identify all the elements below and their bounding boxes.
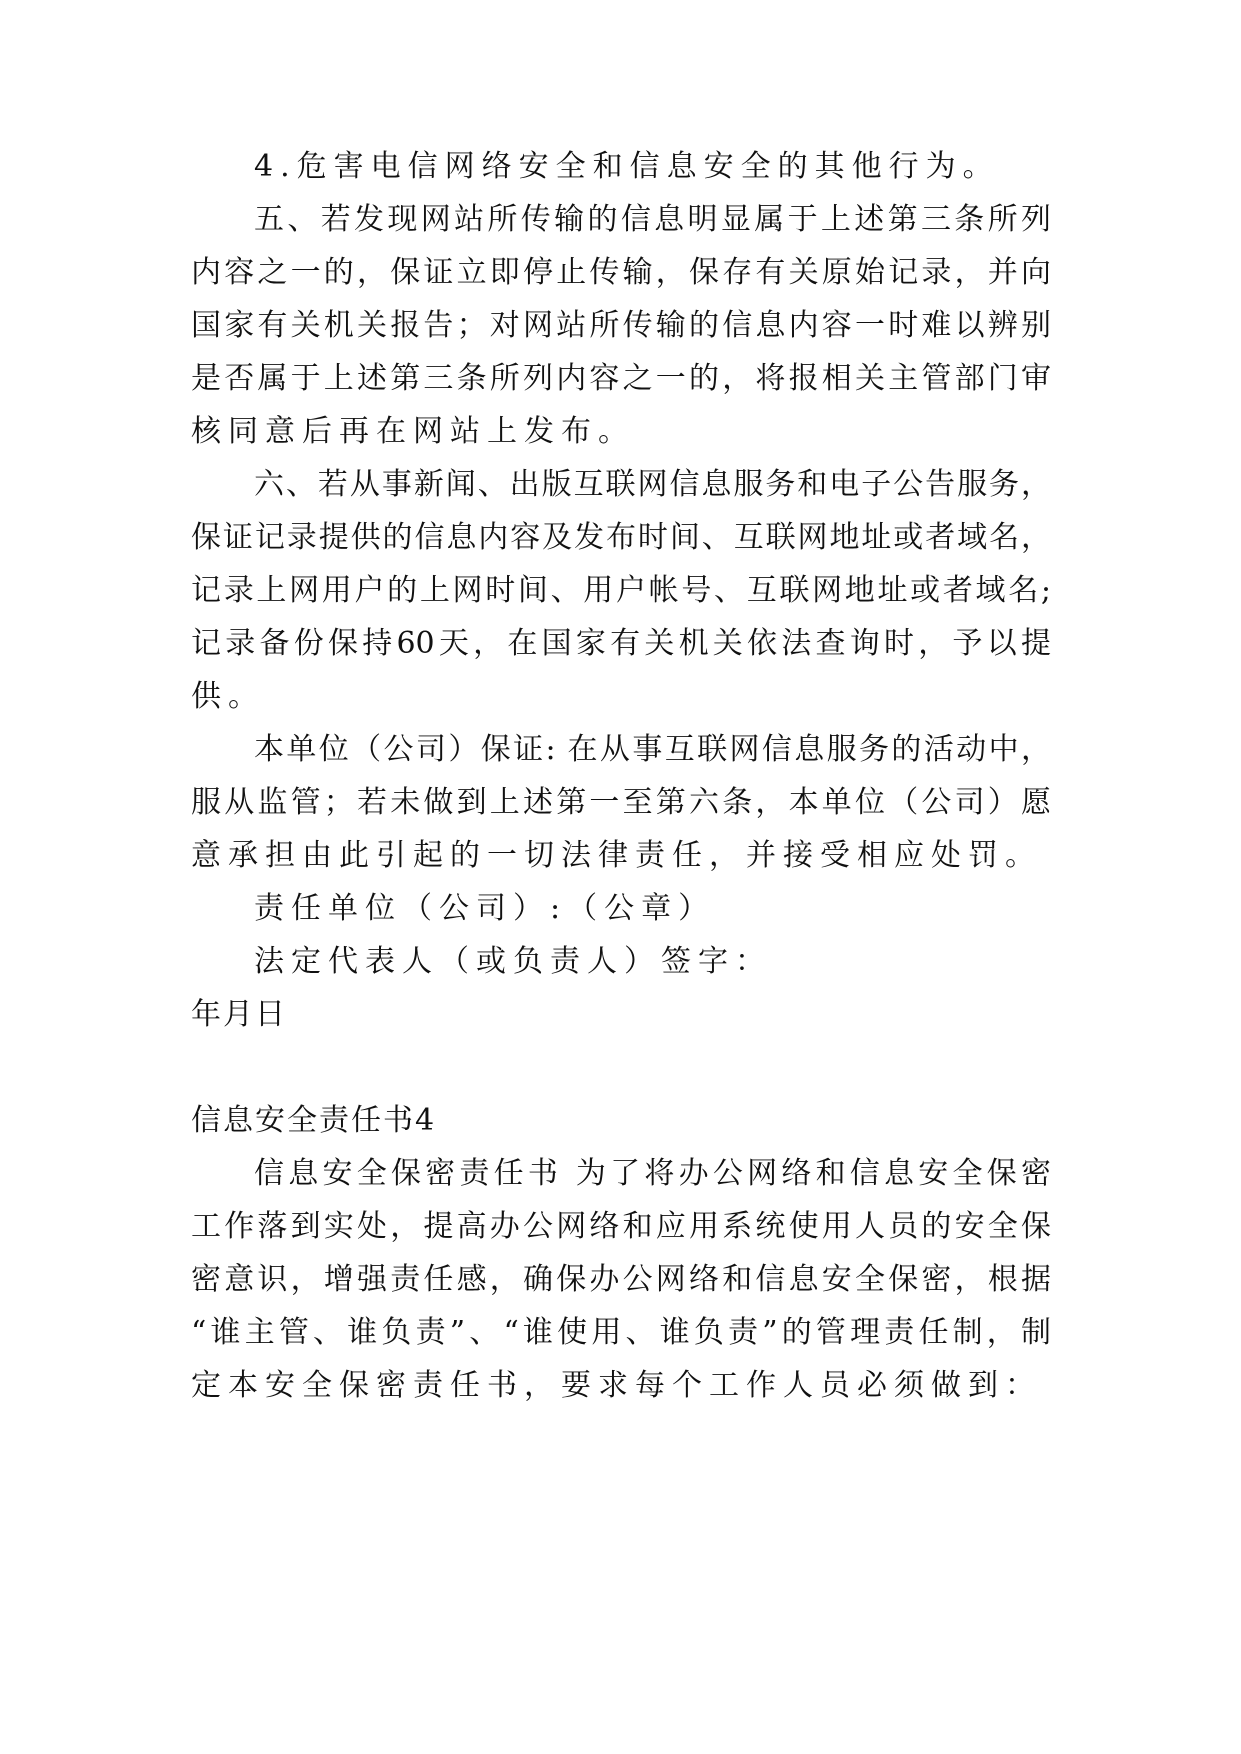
intro-line-2: 工作落到实处，提高办公网络和应用系统使用人员的安全保 <box>191 1209 1051 1244</box>
clause-5-line-3: 国家有关机关报告；对网站所传输的信息内容一时难以辨别 <box>191 308 1051 343</box>
section-title: 信息安全责任书4 <box>191 1103 437 1138</box>
intro-line-4: “谁主管、谁负责”、“谁使用、谁负责”的管理责任制，制 <box>191 1315 1051 1350</box>
clause-6-line-4: 记录备份保持60天，在国家有关机关依法查询时，予以提 <box>191 626 1051 661</box>
clause-6-line-3: 记录上网用户的上网时间、用户帐号、互联网地址或者域名; <box>191 573 1051 608</box>
pledge-line-1: 本单位（公司）保证: 在从事互联网信息服务的活动中， <box>254 732 1051 767</box>
clause-6-line-1: 六、若从事新闻、出版互联网信息服务和电子公告服务， <box>254 467 1051 502</box>
signature-date: 年月日 <box>191 997 287 1032</box>
signature-unit: 责任单位（公司）:（公章） <box>254 891 716 926</box>
item-4-text: 4.危害电信网络安全和信息安全的其他行为。 <box>254 149 1000 184</box>
clause-5-line-4: 是否属于上述第三条所列内容之一的，将报相关主管部门审 <box>191 361 1051 396</box>
intro-line-3: 密意识，增强责任感，确保办公网络和信息安全保密，根据 <box>191 1262 1051 1297</box>
clause-6-line-5: 供。 <box>191 679 265 714</box>
clause-5-line-2: 内容之一的，保证立即停止传输，保存有关原始记录，并向 <box>191 255 1051 290</box>
clause-5-line-5: 核同意后再在网站上发布。 <box>191 414 635 449</box>
intro-line-1: 信息安全保密责任书 为了将办公网络和信息安全保密 <box>254 1156 1051 1191</box>
pledge-line-2: 服从监管；若未做到上述第一至第六条，本单位（公司）愿 <box>191 785 1051 820</box>
pledge-line-3: 意承担由此引起的一切法律责任，并接受相应处罚。 <box>191 838 1042 873</box>
clause-6-line-2: 保证记录提供的信息内容及发布时间、互联网地址或者域名， <box>191 520 1051 555</box>
signature-representative: 法定代表人（或负责人）签字： <box>254 944 772 979</box>
intro-line-5: 定本安全保密责任书，要求每个工作人员必须做到： <box>191 1368 1042 1403</box>
clause-5-line-1: 五、若发现网站所传输的信息明显属于上述第三条所列 <box>254 202 1051 237</box>
